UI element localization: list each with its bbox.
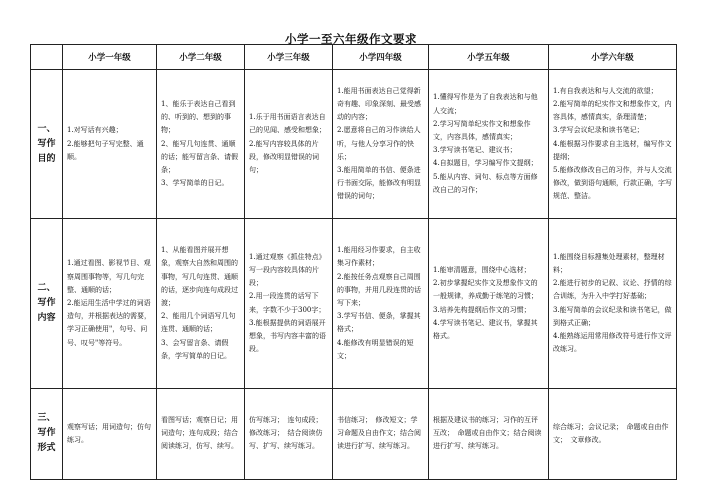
cell-line: 根据及建议书的练习；习作的互评互改； 命题或自由作文；结合阅读进行扩写、续写练习。 <box>433 416 542 451</box>
cell-line: 1.对写话有兴趣； <box>67 126 123 135</box>
cell-line: 2.能够把句子写完整、通顺。 <box>67 139 144 161</box>
cell-line: 3、会写留言条、请假条，学写简单的日记。 <box>161 338 231 360</box>
cell-line: 3.能用简单的书信、便条进行书面交际，能修改有明显错误的词句； <box>337 165 421 201</box>
column-header-grade-3: 小学三年级 <box>245 45 333 70</box>
row-header-writing-purpose <box>31 70 63 219</box>
cell-line: 3.学写书信、便条，掌握其格式； <box>337 312 421 334</box>
cell-line: 3.能根据提供的词语展开想象，书写内容丰富的语段。 <box>249 318 326 354</box>
cell-line: 2.能运用生活中学过的词语造句，并根据表达的需要，学习正确使用"，句号、问号、叹号"等符号。 <box>67 298 151 347</box>
column-header-grade-5: 小学五年级 <box>429 45 549 70</box>
corner-cell <box>31 45 63 70</box>
cell-purpose-grade-6 <box>549 70 677 219</box>
header-row <box>31 45 677 70</box>
row-header-line: 目的 <box>37 153 56 164</box>
column-header-grade-4: 小学四年级 <box>333 45 429 70</box>
cell-line: 2、能写几句连贯、通顺的话；能写留言条、请假条； <box>161 139 238 174</box>
cell-line: 2、能用几个词语写几句连贯、通顺的话； <box>161 312 236 334</box>
cell-line: 4.能熟练运用常用修改符号进行作文评改练习。 <box>553 331 672 354</box>
cell-line: 4.学写读书笔记、建议书，掌握其格式。 <box>433 318 538 340</box>
row-header-line: 形式 <box>37 443 56 454</box>
cell-line: 4.能根据习作要求自主选材，编写作文提纲； <box>553 139 672 161</box>
cell-line: 2.能写简单的纪实作文和想象作文，内容具体，感情真实，条理清楚； <box>553 99 672 122</box>
cell-line: 5.能从内容、词句、标点等方面修改自己的习作； <box>433 172 538 194</box>
cell-line: 1.能用经习作要求，自主收集习作素材； <box>337 246 421 268</box>
cell-line: 4.自拟题目，学习编写作文提纲； <box>433 159 538 168</box>
cell-form-grade-2 <box>157 388 245 479</box>
cell-line: 3.培养先构提纲后作文的习惯； <box>433 305 531 314</box>
cell-line: 3.能写简单的会议纪录和读书笔记，做到格式正确； <box>553 305 672 327</box>
cell-line: 综合练习；会议记录； 命题或自由作文； 文章修改。 <box>553 422 669 444</box>
cell-line: 2.能按任务点观察自己周围的事物，并用几段连贯的话写下来； <box>337 272 421 307</box>
column-header-grade-1: 小学一年级 <box>63 45 157 70</box>
cell-line: 仿写练习； 连句成段；修改练习； 结合阅读仿写、扩写、续写练习。 <box>249 416 323 451</box>
cell-line: 1.能用书面表达自己觉得新奇有趣、印象深刻、最受感动的内容； <box>337 86 421 122</box>
cell-form-grade-1 <box>63 388 157 479</box>
table-row-writing-content <box>31 219 677 388</box>
cell-line: 2.愿意将自己的习作读给人听，与他人分享习作的快乐； <box>337 126 421 161</box>
cell-purpose-grade-4 <box>333 70 429 219</box>
cell-content-grade-2 <box>157 219 245 388</box>
row-header-writing-content <box>31 219 63 388</box>
cell-line: 3.学写读书笔记、建议书； <box>433 146 517 155</box>
cell-line: 1.通过观察《抓住特点》写一段内容较具体的片段； <box>249 252 326 288</box>
table-row-writing-form <box>31 388 677 479</box>
cell-line: 1.能围绕目标搜集处理素材，整理材料； <box>553 252 665 274</box>
cell-purpose-grade-3 <box>245 70 333 219</box>
cell-line: 观察写话；用词造句；仿句练习。 <box>67 422 151 444</box>
row-header-line: 写作 <box>37 428 56 439</box>
cell-line: 2.初步掌握纪实作文及想象作文的一般规律，养成勤于练笔的习惯； <box>433 279 538 301</box>
cell-purpose-grade-5 <box>429 70 549 219</box>
cell-line: 5.能修改修改自己的习作，并与人交流修改，做到语句通顺，行款正确，字写规范、整洁。 <box>553 165 672 201</box>
cell-line: 2.能进行初步的记叙、议论、抒情的综合训练，为升入中学打好基础； <box>553 279 672 301</box>
cell-line: 看图写话；观察日记；用词造句；连句成段；结合阅读练习，仿写、续写。 <box>161 416 238 451</box>
cell-line: 1.有自我表达和与人交流的欲望； <box>553 86 658 95</box>
cell-line: 1、能乐于表达自己看到的、听到的、想到的事物； <box>161 99 236 135</box>
cell-line: 1.通过看图、影视节目、观察周围事物等，写几句完整、通顺的话； <box>67 259 151 294</box>
row-header-line: 写作 <box>37 138 56 149</box>
cell-line: 2.能写内容较具体的片段，修改明显错误的词句； <box>249 139 319 174</box>
cell-purpose-grade-1 <box>63 70 157 219</box>
cell-content-grade-6 <box>549 219 677 388</box>
cell-line: 1、从能看图并展开想象，观察大自然和周围的事物，写几句连贯、通顺的话，逐步向连句成段过渡； <box>161 246 238 307</box>
cell-form-grade-6 <box>549 388 677 479</box>
page-title: 小学一至六年级作文要求 <box>285 32 417 46</box>
cell-form-grade-3 <box>245 388 333 479</box>
cell-line: 2.学习写简单纪实作文和想象作文，内容具体，感情真实； <box>433 119 531 141</box>
row-header-writing-form <box>31 388 63 479</box>
cell-line: 3、学写简单的日记。 <box>161 179 229 188</box>
row-header-line: 一、 <box>37 123 56 134</box>
row-header-line: 二、 <box>37 283 56 294</box>
cell-content-grade-4 <box>333 219 429 388</box>
row-header-line: 写作 <box>37 298 56 309</box>
cell-content-grade-3 <box>245 219 333 388</box>
column-header-grade-6: 小学六年级 <box>549 45 677 70</box>
cell-line: 1.能审清题意，围绕中心选材； <box>433 265 531 274</box>
cell-form-grade-5 <box>429 388 549 479</box>
table-row-writing-purpose <box>31 70 677 219</box>
row-header-line: 三、 <box>37 413 56 424</box>
cell-purpose-grade-2 <box>157 70 245 219</box>
cell-line: 2.用一段连贯的话写下来，字数不少于300字； <box>249 292 326 314</box>
column-header-grade-2: 小学二年级 <box>157 45 245 70</box>
row-header-line: 内容 <box>37 313 56 324</box>
cell-line: 4.能修改有明显错误的短文； <box>337 338 414 360</box>
cell-line: 1.懂得写作是为了自我表达和与他人交流； <box>433 93 538 115</box>
requirements-table <box>30 44 677 480</box>
cell-content-grade-1 <box>63 219 157 388</box>
cell-line: 书信练习； 修改短文；学习命题及自由作文；结合阅读进行扩写、续写练习。 <box>337 416 421 451</box>
cell-content-grade-5 <box>429 219 549 388</box>
cell-line: 3.学写会议纪录和读书笔记； <box>553 126 644 135</box>
cell-line: 1.乐于用书面语言表达自己的见闻、感受和想象； <box>249 113 326 135</box>
cell-form-grade-4 <box>333 388 429 479</box>
